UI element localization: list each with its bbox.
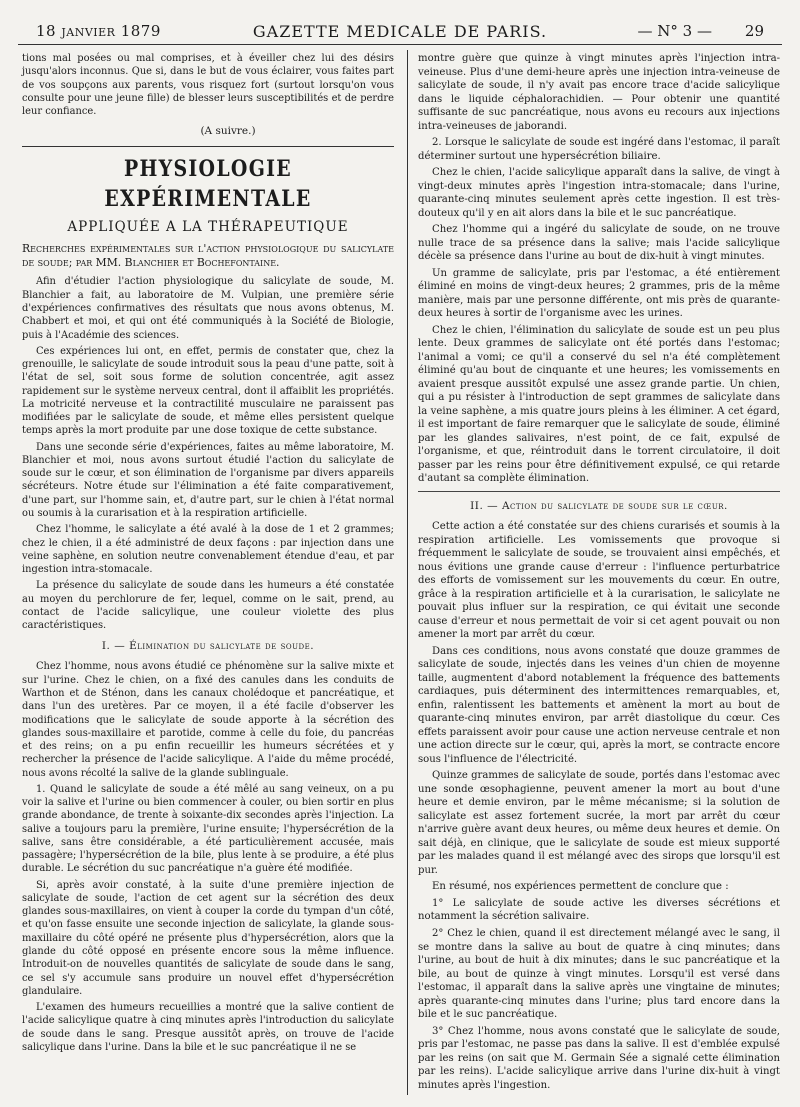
paragraph: Chez le chien, l'acide salicylique apparaît dans la salive, de vingt à vingt-deux minutes après l'ingestion intra-stomacale; dans l'urine, quarante-cinq minutes seulement après cette ingestion. Il est très-douteux qu'il y en ait alors dans la bile et le suc pancréatique. [418,167,780,219]
paragraph: Quinze grammes de salicylate de soude, portés dans l'estomac avec une sonde œsophagienne, peuvent amener la mort au bout d'une heure et demie environ, par le même mécanisme; si la solution de salicylate est assez fortement sucrée, la mort par arrêt du cœur n'arrive guère avant deux heures, ou même deux heures et demie. On sait déjà, en clinique, que le salicylate de soude est mieux supporté par les malades quand il est mélangé avec des sirops que lorsqu'il est pur. [418,770,780,876]
section-title: PHYSIOLOGIE EXPÉRIMENTALE [104,156,312,212]
paragraph: Chez l'homme, nous avons étudié ce phénomène sur la salive mixte et sur l'urine. Chez le chien, on a fixé des canules dans les conduits de Warthon et de Sténon, dans les canaux cholédoque et pancréatique, et dans l'un des uretères. Par ce moyen, il a été facile d'observer les modifications que le salicylate de soude apporte à la sécrétion des glandes sous-maxillaire et parotide, comme à celle du foie, du pancréas et des reins; on a pu enfin recueillir les humeurs sécrétées et y rechercher la présence de l'acide salicylique. A l'aide du même procédé, nous avons récolté la salive de la glande sublinguale. [22,661,394,779]
paragraph: tions mal posées ou mal comprises, et à éveiller chez lui des désirs jusqu'alors inconnus. Que si, dans le but de vous éclairer, vous faites part de vos soupçons aux parents, vous risquez fort (surtout lorsqu'on vous consulte pour une jeune fille) de blesser leurs susceptibilités et de perdre leur confiance. [22,53,394,118]
paragraph: 1. Quand le salicylate de soude a été mêlé au sang veineux, on a pu voir la salive et l'urine ou bien commencer à couler, ou bien sortir en plus grande abondance, de trente à soixante-dix secondes après l'injection. La salive a toujours paru la première, l'urine ensuite; l'hypersécrétion de la salive, sans être considérable, a été particulièrement accusée, mais passagère; l'hypersécrétion de la bile, plus lente à se produire, a été plus durable. Le sécrétion du suc pancréatique n'a guère été modifiée. [22,783,394,875]
paragraph: Afin d'étudier l'action physiologique du salicylate de soude, M. Blanchier a fait, au laboratoire de M. Vulpian, une première série d'expériences confirmatives des résultats que nous avons obtenus, M. Chabbert et moi, et qui ont été communiqués à la Société de Biologie, puis à l'Académie des sciences. [22,276,394,341]
paragraph: 2° Chez le chien, quand il est directement mélangé avec le sang, il se montre dans la salive au bout de quatre à cinq minutes; dans l'urine, au bout de huit à dix minutes; dans le suc pancréatique et la bile, au bout de quinze à vingt minutes. Lorsqu'il est versé dans l'estomac, il apparaît dans la salive après une vingtaine de minutes; après quarante-cinq minutes dans l'urine; plus tard encore dans la bile et le suc pancréatique. [418,928,780,1021]
section-rule [418,491,780,492]
right-column [418,52,780,1095]
issue-date: 18 janvier 1879 [36,22,161,40]
paragraph: Dans une seconde série d'expériences, faites au même laboratoire, M. Blanchier et moi, nous avons surtout étudié l'action du salicylate de soude sur le cœur, et son élimination de l'organisme par divers appareils sécréteurs. Notre étude sur l'élimination a été faite comparativement, d'une part, sur l'homme sain, et, d'autre part, sur le chien à l'état normal ou soumis à la curarisation et à la respiration artificielle. [22,441,394,519]
paragraph: 1° Le salicylate de soude active les diverses sécrétions et notamment la sécrétion salivaire. [418,897,780,923]
paragraph: Cette action a été constatée sur des chiens curarisés et soumis à la respiration artificielle. Les vomissements que provoque si fréquemment le salicylate de soude, se trouvaient ainsi empêchés, et nous évitions une grande cause d'erreur : l'influence perturbatrice des efforts de vomissement sur les mouvements du cœur. En outre, grâce à la respiration artificielle et à la curarisation, le salicylate ne pouvait plus influer sur la respiration, ce qui évitait une seconde cause d'erreur et nous permettait de voir si cet agent pouvait ou non amener la mort par arrêt du cœur. [418,521,780,641]
page-number: 29 [744,22,764,40]
paragraph: montre guère que quinze à vingt minutes après l'injection intra-veineuse. Plus d'une demi-heure après une injection intra-veineuse de salicylate de soude, il n'y avait pas encore trace d'acide salicylique dans le liquide céphalorachidien. — Pour obtenir une quantité suffisante de suc pancréatique, nous avons eu recours aux injections intra-veineuses de jaborandi. [418,53,780,132]
article-byline: Recherches expérimentales sur l'action physiologique du salicylate de soude; par MM. Blanchier et Bochefontaine. [22,242,394,270]
paragraph: Dans ces conditions, nous avons constaté que douze grammes de salicylate de soude, injectés dans les veines d'un chien de moyenne taille, augmentent d'abord notablement la fréquence des battements cardiaques, puis déterminent des intermittences remarquables, et, enfin, ralentissent les battements et amènent la mort au bout de quarante-cinq minutes environ, par arrêt diastolique du cœur. Ces effets paraissent avoir pour cause une action nerveuse centrale et non une action directe sur le cœur, qui, après la mort, se contracte encore sous l'influence de l'électricité. [418,645,780,765]
section-rule [22,146,394,147]
subsection-heading: I. — Élimination du salicylate de soude. [101,640,315,653]
journal-title: GAZETTE MEDICALE DE PARIS. [252,22,548,41]
paragraph: Si, après avoir constaté, à la suite d'une première injection de salicylate de soude, l'action de cet agent sur la sécrétion des deux glandes sous-maxillaires, on vient à couper la corde du tympan d'un côté, et qu'on fasse ensuite une seconde injection de salicylate, la glande sous-maxillaire du côté opéré ne présente plus d'hypersécrétion, alors que la glande du côté opposé en présente encore sous la même influence. Introduit-on de nouvelles quantités de salicylate de soude dans le sang, ce sel s'y accumule sans produire un nouvel effet d'hypersécrétion glandulaire. [22,879,394,997]
paragraph: 3° Chez l'homme, nous avons constaté que le salicylate de soude, pris par l'estomac, ne passe pas dans la salive. Il est d'emblée expulsé par les reins (on sait que M. Germain Sée a signalé cette élimination par les reins). L'acide salicylique arrive dans l'urine dix-huit à vingt minutes après l'ingestion. [418,1025,780,1091]
paragraph: L'examen des humeurs recueillies a montré que la salive contient de l'acide salicylique quatre à cinq minutes après l'introduction du salicylate de soude dans le sang. Presque aussitôt après, on trouve de l'acide salicylique dans l'urine. Dans la bile et le suc pancréatique il ne se [22,1002,394,1053]
section-subtitle: APPLIQUÉE A LA THÉRAPEUTIQUE [67,219,349,236]
paragraph: Ces expériences lui ont, en effet, permis de constater que, chez la grenouille, le salicylate de soude introduit sous la peau d'une patte, soit à l'état de sel, soit sous forme de solution concentrée, agit assez rapidement sur le système nerveux central, dont il affaiblit les propriétés. La motricité nerveuse et la contractilité musculaire ne paraissent pas modifiées par le salicylate de soude, et même elles persistent quelque temps après la mort produite par une dose toxique de cette substance. [22,345,394,437]
issue-number: — N° 3 — [637,22,712,40]
paragraph: Chez le chien, l'élimination du salicylate de soude est un peu plus lente. Deux grammes de salicylate ont été portés dans l'estomac; l'animal a vomi; ce qu'il a conservé du sel n'a été complètement éliminé qu'au bout de cinquante et une heures; les vomissements en avaient presque aussitôt expulsé une assez grande partie. Un chien, qui a pu résister à l'introduction de sept grammes de salicylate dans la veine saphène, a mis quatre jours pleins à les éliminer. A cet égard, il est important de faire remarquer que le salicylate de soude, éliminé par les glandes salivaires, n'est point, de ce fait, expulsé de l'organisme, et que, réintroduit dans le torrent circulatoire, il doit passer par les reins pour être définitivement expulsé, ce qui retarde d'autant sa complète élimination. [418,324,780,485]
paragraph: Chez l'homme qui a ingéré du salicylate de soude, on ne trouve nulle trace de sa présence dans la salive; mais l'acide salicylique décèle sa présence dans l'urine au bout de dix-huit à vingt minutes. [418,224,780,263]
to-be-continued: (A suivre.) [200,125,256,138]
paragraph: Chez l'homme, le salicylate a été avalé à la dose de 1 et 2 grammes; chez le chien, il a été administré de deux façons : par injection dans une veine saphène, en solution neutre convenablement étendue d'eau, et par ingestion intra-stomacale. [22,524,394,576]
paragraph: En résumé, nos expériences permettent de conclure que : [432,881,729,893]
page-header [18,16,782,45]
subsection-heading: II. — Action du salicylate de soude sur le cœur. [470,499,728,512]
paragraph: La présence du salicylate de soude dans les humeurs a été constatée au moyen du perchlorure de fer, lequel, comme on le sait, prend, au contact de l'acide salicylique, une couleur violette des plus caractéristiques. [22,580,394,632]
paragraph: 2. Lorsque le salicylate de soude est ingéré dans l'estomac, il paraît déterminer surtout une hypersécrétion biliaire. [418,137,780,162]
column-divider [407,50,408,1095]
left-column [22,52,394,1057]
paragraph: Un gramme de salicylate, pris par l'estomac, a été entièrement éliminé en moins de vingt-deux heures; 2 grammes, pris de la même manière, mais par une personne différente, ont mis près de quarante-deux heures à sortir de l'organisme avec les urines. [418,267,780,320]
